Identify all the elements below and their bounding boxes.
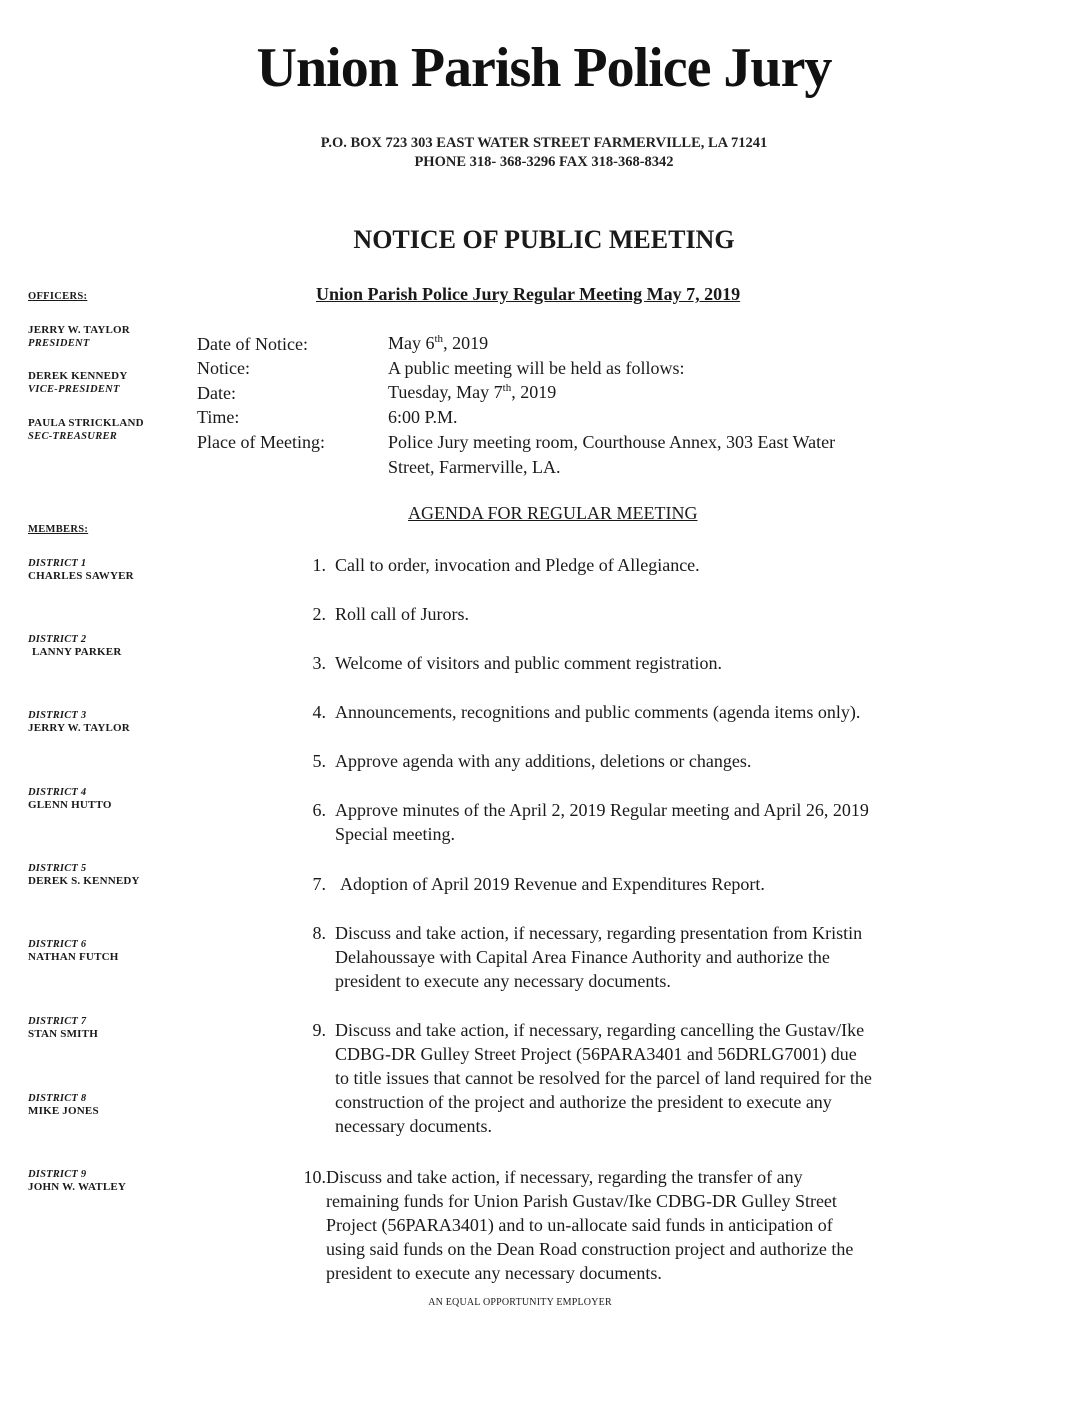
date-of-notice-label: Date of Notice: [197,334,308,354]
member-name: MIKE JONES [28,1105,99,1117]
officer-entry [28,324,130,350]
member-district: DISTRICT 7 [28,1016,87,1027]
officer-entry [28,417,144,443]
agenda-item-line: Delahoussaye with Capital Area Finance Authority and authorize the [335,947,830,967]
date-label: Date: [197,383,236,403]
agenda-item [286,749,976,773]
agenda-item-line: Announcements, recognitions and public comments (agenda items only). [335,702,861,722]
place-value-line: Police Jury meeting room, Courthouse Annex, 303 East Water [388,432,836,452]
agenda-item-line: Project (56PARA3401) and to un-allocate said funds in anticipation of [326,1215,833,1235]
agenda-heading: AGENDA FOR REGULAR MEETING [408,503,698,523]
agenda-item-line: Approve agenda with any additions, deletions or changes. [335,751,752,771]
agenda-item-line: remaining funds for Union Parish Gustav/Ike CDBG-DR Gulley Street [326,1191,837,1211]
member-district: DISTRICT 3 [28,710,87,721]
agenda-item-number: 5. [312,751,326,771]
time-value: 6:00 P.M. [388,407,458,427]
agenda-item-line: Discuss and take action, if necessary, regarding cancelling the Gustav/Ike [335,1020,865,1040]
member-name: JOHN W. WATLEY [28,1181,127,1193]
agenda-item-number: 1. [312,555,326,575]
agenda-item-number: 4. [312,702,326,722]
date-of-notice-value: May 6th, 2019 [388,333,489,353]
officer-role: VICE-PRESIDENT [28,384,120,395]
agenda-item-line: Discuss and take action, if necessary, regarding presentation from Kristin [335,923,863,943]
member-entry [28,862,140,888]
notice-value: A public meeting will be held as follows: [388,358,685,378]
organization-title: Union Parish Police Jury [256,37,832,99]
members-heading: MEMBERS: [28,524,89,535]
footer-note: AN EQUAL OPPORTUNITY EMPLOYER [428,1297,612,1308]
agenda-item-number: 2. [312,604,326,624]
member-district: DISTRICT 9 [28,1169,87,1180]
agenda-item-line: president to execute any necessary documents. [335,971,671,991]
member-entry [28,557,134,583]
agenda-item-number: 3. [312,653,326,673]
agenda-item [286,1165,976,1285]
member-entry [28,786,112,812]
agenda-item [286,651,976,675]
officer-name: PAULA STRICKLAND [28,417,144,429]
phone-fax-line: PHONE 318- 368-3296 FAX 318-368-8342 [414,154,674,170]
agenda-item [286,1018,976,1138]
agenda-item-line: Discuss and take action, if necessary, regarding the transfer of any [326,1167,803,1187]
meeting-title: Union Parish Police Jury Regular Meeting May 7, 2019 [316,284,741,304]
member-district: DISTRICT 8 [28,1093,87,1104]
agenda-item [286,700,976,724]
officer-name: DEREK KENNEDY [28,370,128,382]
member-district: DISTRICT 1 [28,558,87,569]
agenda-item-line: Call to order, invocation and Pledge of Allegiance. [335,555,700,575]
member-district: DISTRICT 4 [28,787,87,798]
agenda-item-line: Adoption of April 2019 Revenue and Expenditures Report. [340,874,765,894]
agenda-item-line: president to execute any necessary documents. [326,1263,662,1283]
agenda-item-number: 6. [312,800,326,820]
agenda-item-number: 10. [303,1167,326,1187]
agenda-item [286,602,976,626]
agenda-item [286,872,976,896]
place-label: Place of Meeting: [197,432,325,452]
agenda-item-line: necessary documents. [335,1116,492,1136]
agenda-item-line: construction of the project and authorize the president to execute any [335,1092,832,1112]
agenda-item-line: to title issues that cannot be resolved for the parcel of land required for the [335,1068,872,1088]
member-name: NATHAN FUTCH [28,951,119,963]
member-name: GLENN HUTTO [28,799,112,811]
member-entry [28,633,121,659]
agenda-item-number: 9. [312,1020,326,1040]
member-district: DISTRICT 6 [28,939,87,950]
member-name: STAN SMITH [28,1028,98,1040]
member-entry [28,1092,99,1118]
member-entry [28,1168,126,1194]
officer-role: PRESIDENT [28,338,90,349]
date-value: Tuesday, May 7th, 2019 [388,382,557,402]
agenda-item-line: Approve minutes of the April 2, 2019 Regular meeting and April 26, 2019 [335,800,869,820]
agenda-item-line: Welcome of visitors and public comment registration. [335,653,722,673]
member-entry [28,709,130,735]
officer-role: SEC-TREASURER [28,431,118,442]
place-value-line: Street, Farmerville, LA. [388,457,561,477]
member-district: DISTRICT 2 [28,634,87,645]
agenda-item-number: 8. [312,923,326,943]
agenda-item [286,553,976,577]
address-line: P.O. BOX 723 303 EAST WATER STREET FARMERVILLE, LA 71241 [320,135,768,151]
agenda-item-line: CDBG-DR Gulley Street Project (56PARA3401 and 56DRLG7001) due [335,1044,857,1064]
member-name: DEREK S. KENNEDY [28,875,140,887]
agenda-item-line: Special meeting. [335,824,455,844]
agenda-item-line: Roll call of Jurors. [335,604,469,624]
agenda-item-line: using said funds on the Dean Road construction project and authorize the [326,1239,854,1259]
member-name: JERRY W. TAYLOR [28,722,130,734]
member-district: DISTRICT 5 [28,863,87,874]
officer-entry [28,370,127,396]
member-entry [28,938,119,964]
officer-name: JERRY W. TAYLOR [28,324,130,336]
notice-title: NOTICE OF PUBLIC MEETING [353,225,735,254]
member-name: LANNY PARKER [32,646,122,658]
place-value [388,430,988,480]
agenda-item [286,798,976,846]
agenda-item [286,921,976,993]
member-name: CHARLES SAWYER [28,570,134,582]
agenda-item-number: 7. [312,874,326,894]
time-label: Time: [197,407,240,427]
notice-label: Notice: [197,358,250,378]
member-entry [28,1015,98,1041]
officers-heading: OFFICERS: [28,291,88,302]
